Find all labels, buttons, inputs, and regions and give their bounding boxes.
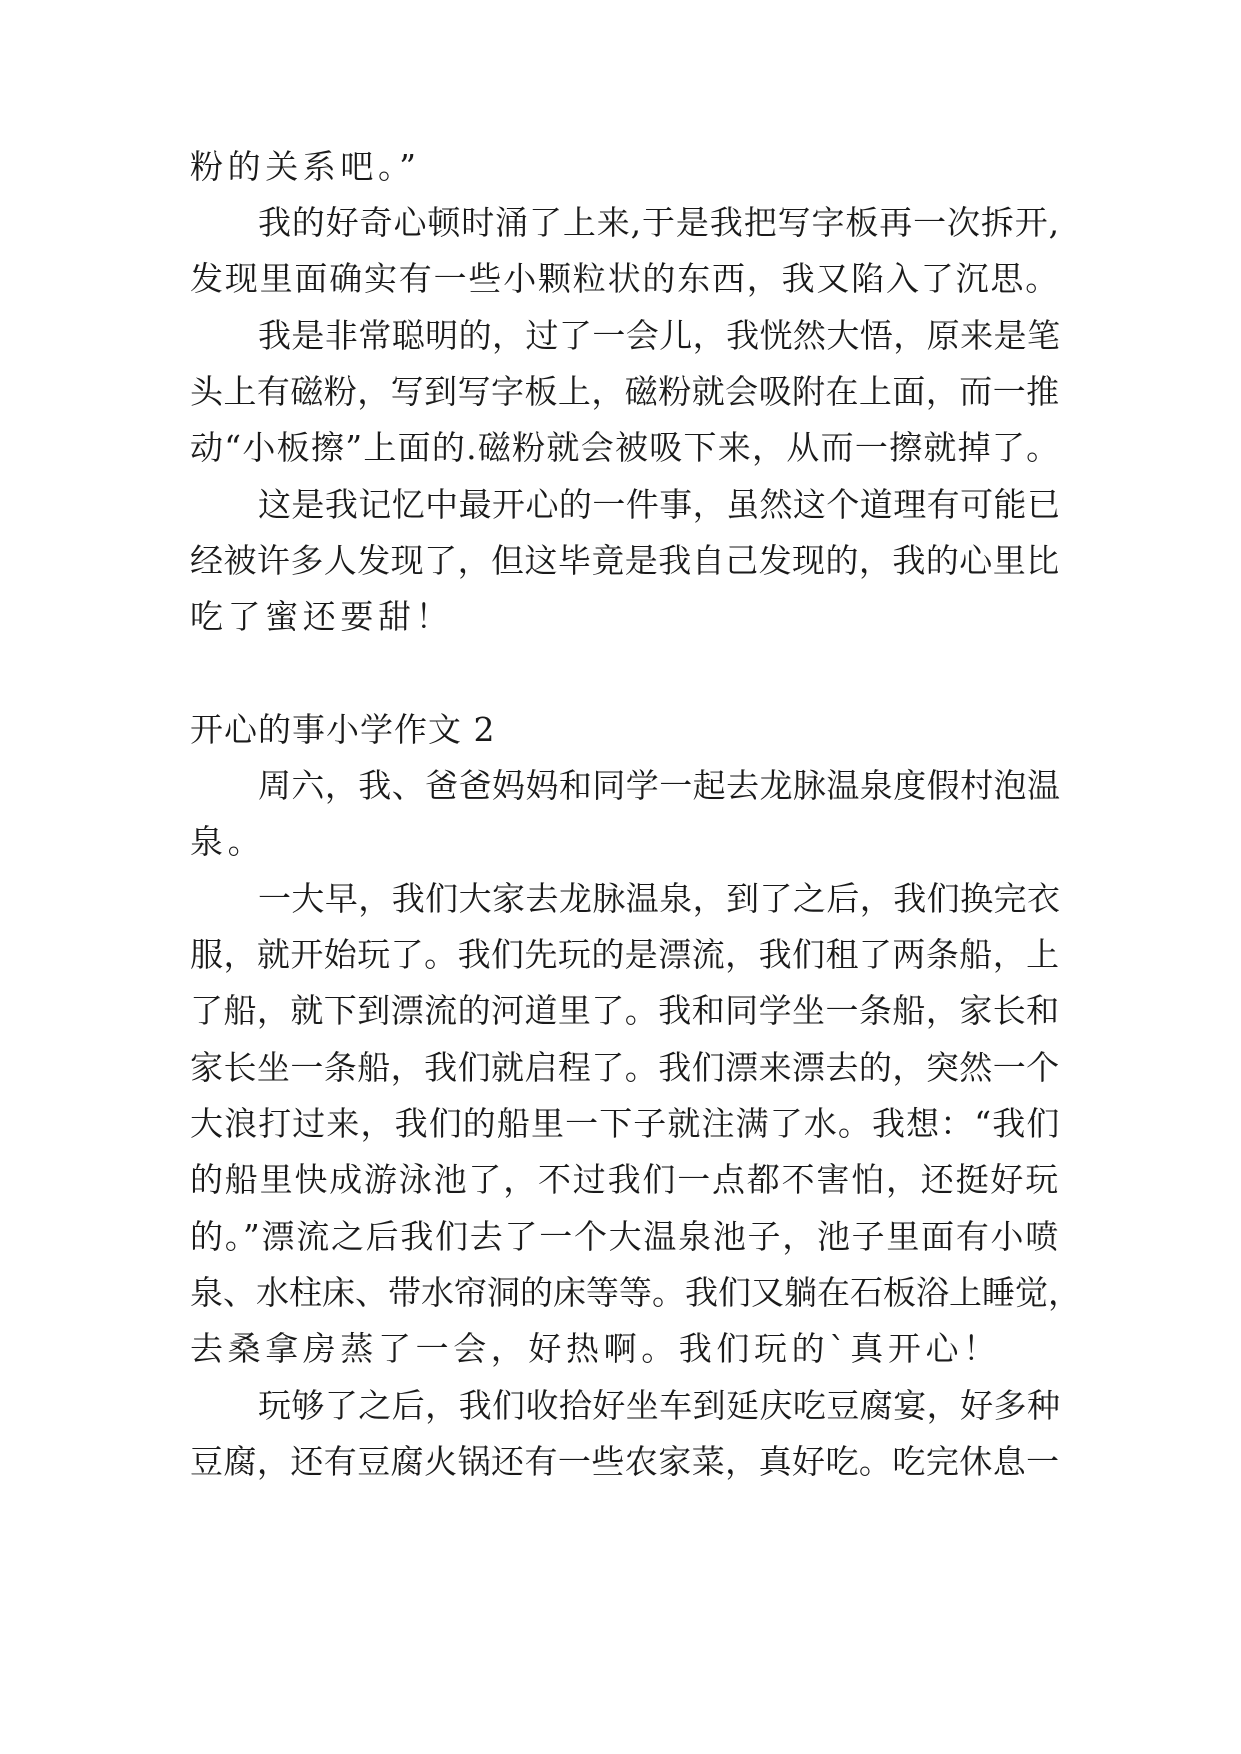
- text-line: 经被许多人发现了，但这毕竟是我自己发现的，我的心里比: [190, 541, 1060, 580]
- paragraph-first-line: 一大早，我们大家去龙脉温泉，到了之后，我们换完衣: [258, 879, 1061, 918]
- paragraph-first-line: 我是非常聪明的，过了一会儿，我恍然大悟，原来是笔: [258, 316, 1061, 355]
- text-line: 的船里快成游泳池了，不过我们一点都不害怕，还挺好玩: [190, 1160, 1060, 1199]
- text-line: 服，就开始玩了。我们先玩的是漂流，我们租了两条船，上: [190, 935, 1060, 974]
- text-line: 吃了蜜还要甜！: [190, 597, 454, 636]
- text-line: 豆腐，还有豆腐火锅还有一些农家菜，真好吃。吃完休息一: [190, 1442, 1060, 1481]
- text-line: 头上有磁粉，写到写字板上，磁粉就会吸附在上面，而一推: [190, 372, 1060, 411]
- text-line: 了船，就下到漂流的河道里了。我和同学坐一条船，家长和: [190, 991, 1060, 1030]
- text-line: 家长坐一条船，我们就启程了。我们漂来漂去的，突然一个: [190, 1048, 1060, 1087]
- text-line: 泉、水柱床、带水帘洞的床等等。我们又躺在石板浴上睡觉，: [190, 1273, 1081, 1312]
- paragraph-first-line: 玩够了之后，我们收拾好坐车到延庆吃豆腐宴，好多种: [258, 1386, 1061, 1425]
- paragraph-first-line: 周六，我、爸爸妈妈和同学一起去龙脉温泉度假村泡温: [258, 766, 1061, 805]
- text-line: 大浪打过来，我们的船里一下子就注满了水。我想：“我们: [190, 1104, 1061, 1143]
- text-line: 的。”漂流之后我们去了一个大温泉池子，池子里面有小喷: [190, 1217, 1060, 1256]
- text-line: 动“小板擦”上面的.磁粉就会被吸下来，从而一擦就掉了。: [190, 428, 1061, 467]
- paragraph-first-line: 这是我记忆中最开心的一件事，虽然这个道理有可能已: [258, 485, 1061, 524]
- text-line: 发现里面确实有一些小颗粒状的东西，我又陷入了沉思。: [190, 259, 1060, 298]
- section-title: 开心的事小学作文 2: [190, 710, 496, 749]
- paragraph-first-line: 我的好奇心顿时涌了上来,于是我把写字板再一次拆开,: [258, 203, 1060, 242]
- text-line: 泉。: [190, 822, 266, 861]
- text-line: 粉的关系吧。”: [190, 147, 421, 186]
- text-line: 去桑拿房蒸了一会，好热啊。我们玩的`真开心！: [190, 1329, 1001, 1368]
